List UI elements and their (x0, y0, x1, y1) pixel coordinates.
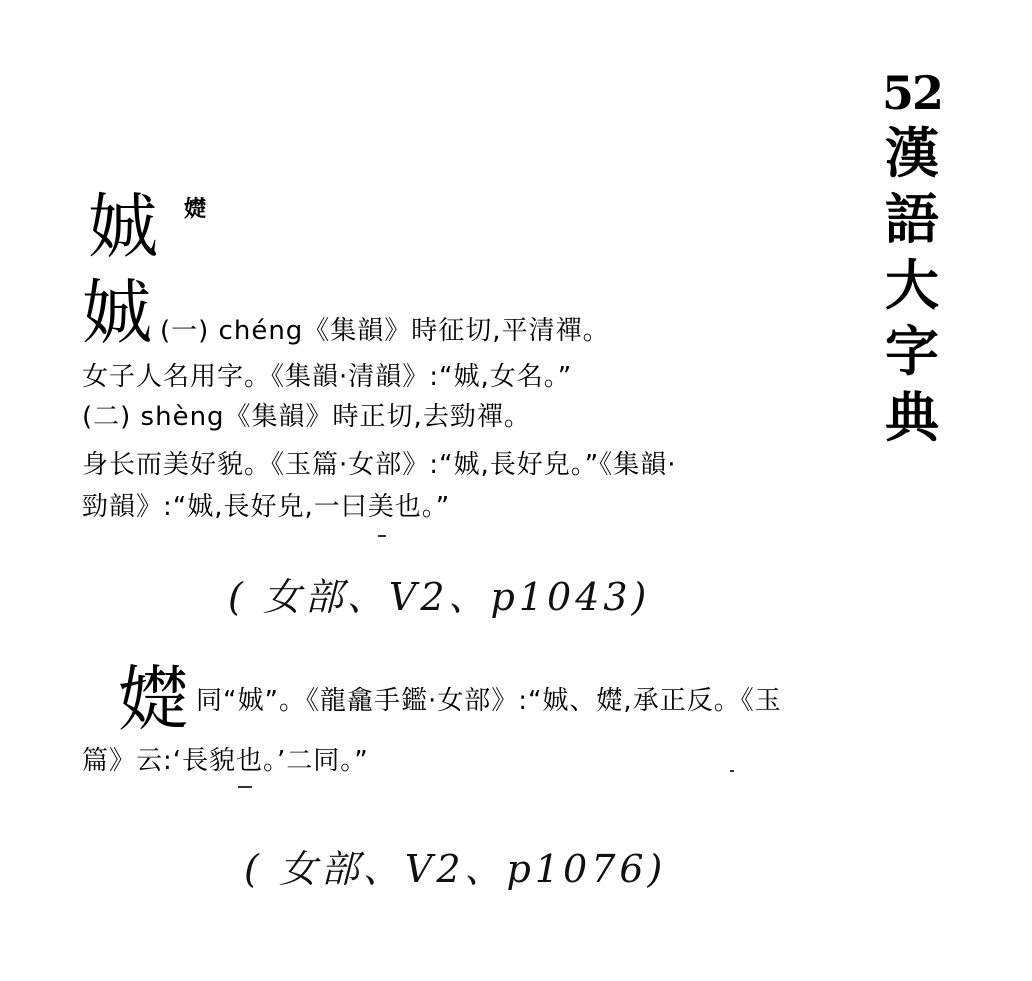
page-number: 52 (881, 66, 942, 120)
entry1-definition2-line1: 身长而美好貌。《玉篇·女部》:“娍,長好皃。”《集韻· (82, 450, 677, 480)
entry1-definition1: 女子人名用字。《集韻·清韻》:“娍,女名。” (82, 362, 573, 392)
entry1-variant-char: 𡢟 (184, 196, 207, 222)
entry1-definition2-line2: 勁韻》:“娍,長好皃,一曰美也。” (82, 492, 451, 522)
scan-mark (730, 770, 734, 772)
title-char: 典 (885, 385, 939, 449)
scan-mark (238, 786, 252, 788)
entry1-head-char-main: 娍 (82, 272, 152, 354)
entry1-reading2: (二) shèng《集韻》時正切,去勁禪。 (82, 402, 531, 432)
entry2-line2: 篇》云:‘長貌也。’二同。” (82, 746, 369, 776)
title-char: 大 (885, 253, 939, 317)
title-char: 語 (885, 187, 939, 251)
title-char: 漢 (885, 121, 939, 185)
dictionary-title (878, 66, 946, 456)
entry1-head-char: 娍 (88, 186, 158, 268)
entry2-handwritten-note: ( 女部、V2、p1076) (244, 847, 667, 891)
scan-mark (378, 535, 386, 537)
entry2-line1: 同“娍”。《龍龕手鑑·女部》:“娍、𡢟,承正反。《玉 (196, 686, 782, 716)
entry1-handwritten-note: ( 女部、V2、p1043) (228, 575, 651, 619)
title-char: 字 (885, 319, 939, 383)
entry2-head-char: 𡢟 (118, 658, 188, 740)
entry1-reading1: (一) chéng《集韻》時征切,平清禪。 (160, 316, 610, 346)
